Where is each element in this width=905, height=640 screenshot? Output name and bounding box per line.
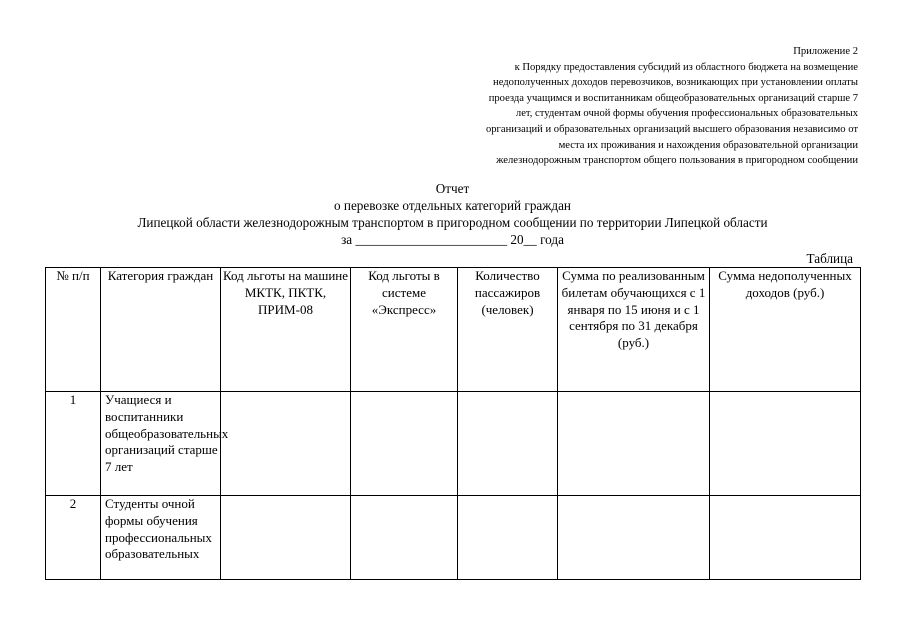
table-row <box>46 392 861 496</box>
cell-ticket-sum <box>558 496 710 580</box>
appendix-line: лет, студентам очной формы обучения профессиональных образовательных <box>515 108 858 120</box>
cell-code-mktk <box>221 496 351 580</box>
column-header-code-mktk: Код льготы на машине МКТК, ПКТК, ПРИМ-08 <box>221 268 351 392</box>
cell-code-mktk <box>221 392 351 496</box>
appendix-block <box>388 44 858 169</box>
table-row <box>46 496 861 580</box>
report-subtitle: о перевозке отдельных категорий граждан <box>334 198 571 213</box>
column-header-lost-income: Сумма недополученных доходов (руб.) <box>710 268 861 392</box>
appendix-line: организаций и образовательных организаций высшего образования независимо от <box>485 123 858 135</box>
cell-code-express <box>351 392 458 496</box>
appendix-line: к Порядку предоставления субсидий из областного бюджета на возмещение <box>514 61 858 73</box>
table-header-row <box>46 268 861 392</box>
row-number: 2 <box>46 496 101 580</box>
column-header-passengers: Количество пассажиров (человек) <box>458 268 558 392</box>
table-label: Таблица <box>806 251 853 266</box>
column-header-ticket-sum: Сумма по реализованным билетам обучающихся с 1 января по 15 июня и с 1 сентября по 31 декабря (руб.) <box>558 268 710 392</box>
cell-lost-income <box>710 496 861 580</box>
appendix-line: недополученных доходов перевозчиков, возникающих при установлении оплаты <box>493 77 858 89</box>
cell-ticket-sum <box>558 392 710 496</box>
cell-passengers <box>458 392 558 496</box>
report-title: Отчет <box>435 181 470 196</box>
row-category: Учащиеся и воспитанники общеобразовательных организаций старше 7 лет <box>101 392 221 496</box>
appendix-line: железнодорожным транспортом общего пользования в пригородном сообщении <box>496 155 858 167</box>
report-table <box>45 267 861 580</box>
cell-code-express <box>351 496 458 580</box>
appendix-line: проезда учащимся и воспитанникам общеобразовательных организаций старше 7 <box>488 92 858 104</box>
column-header-number: № п/п <box>46 268 101 392</box>
row-category: Студенты очной формы обучения профессиональных образовательных <box>101 496 221 580</box>
report-period: за _______________________ 20__ года <box>341 232 564 247</box>
cell-passengers <box>458 496 558 580</box>
appendix-title: Приложение 2 <box>793 46 858 57</box>
appendix-line: места их проживания и нахождения образовательной организации <box>558 139 858 151</box>
report-heading <box>0 180 905 248</box>
column-header-code-express: Код льготы в системе «Экспресс» <box>351 268 458 392</box>
cell-lost-income <box>710 392 861 496</box>
row-number: 1 <box>46 392 101 496</box>
column-header-category: Категория граждан <box>101 268 221 392</box>
report-scope: Липецкой области железнодорожным транспортом в пригородном сообщении по территории Липецкой области <box>137 215 768 230</box>
